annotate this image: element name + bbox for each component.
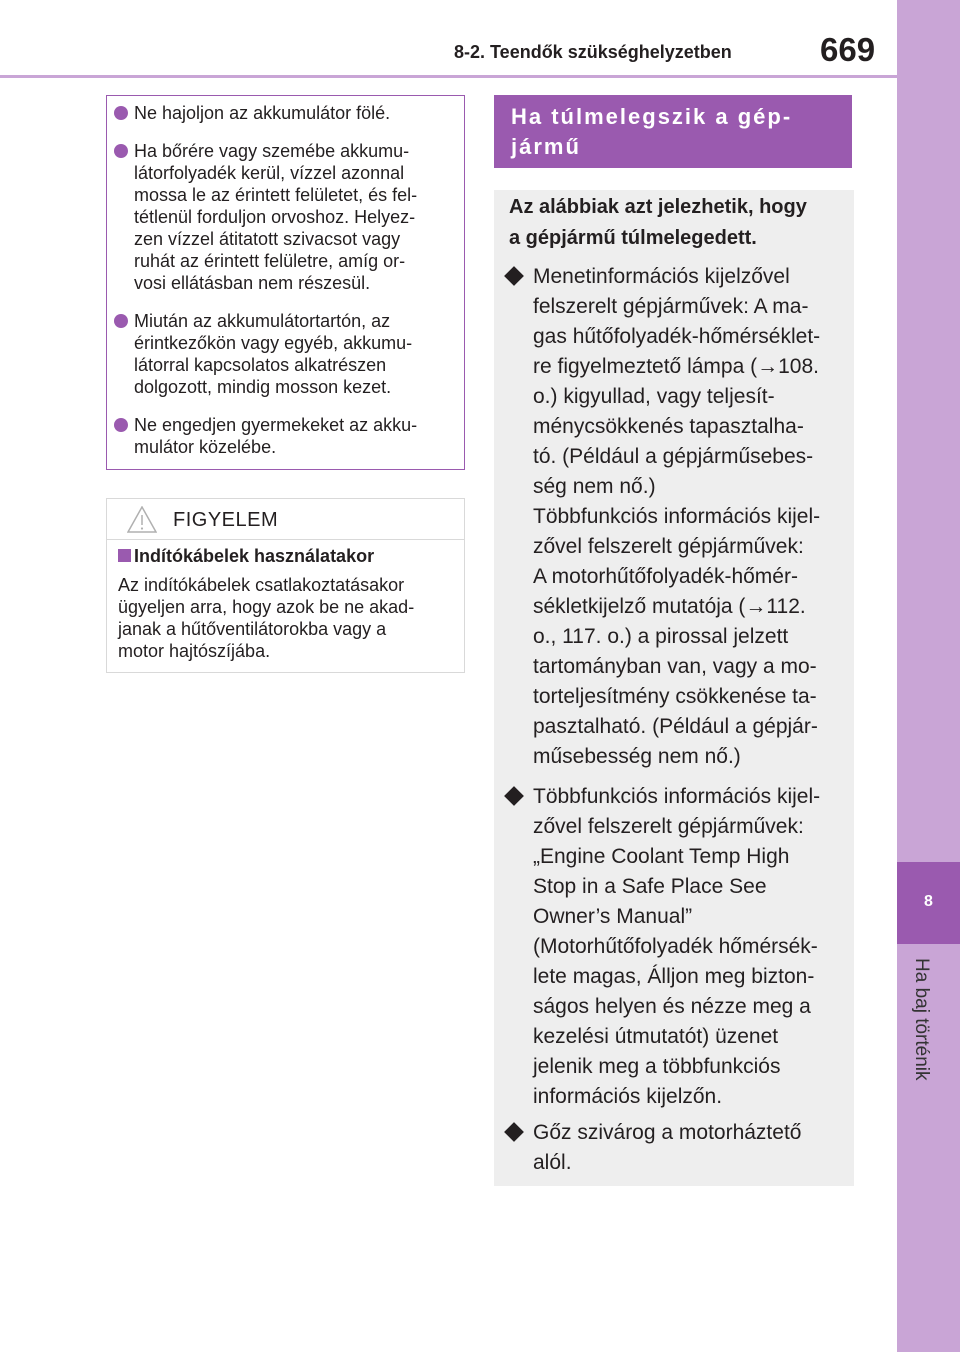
warning-header	[107, 499, 464, 540]
bullet-line: zen vízzel átitatott szivacsot vagy	[134, 229, 401, 249]
bullet-line: mossa le az érintett felületet, és fel-	[134, 185, 418, 205]
caution-bullet	[134, 310, 412, 398]
bullet-line: Miután az akkumulátortartón, az	[134, 311, 391, 331]
intro-line: a gépjármű túlmelegedett.	[509, 227, 757, 249]
warning-subheading	[118, 546, 374, 567]
bullet-dot-icon	[114, 106, 128, 120]
bullet-line: dolgozott, mindig mosson kezet.	[134, 377, 392, 397]
warning-label: FIGYELEM	[173, 509, 279, 531]
bullet-line: Ne engedjen gyermekeket az akku-	[134, 415, 418, 435]
item-line: Menetinformációs kijelzővel	[533, 265, 790, 288]
bullet-line: látorfolyadék kerül, vízzel azonnal	[134, 163, 405, 183]
warning-line: motor hajtószíjába.	[118, 641, 271, 661]
bullet-dot-icon	[114, 144, 128, 158]
symptom-item	[533, 262, 820, 772]
panel-intro	[509, 192, 807, 254]
header-rule	[0, 75, 897, 78]
banner-title	[511, 102, 792, 162]
square-bullet-icon	[118, 549, 131, 562]
item-line: ménycsökkenés tapasztalha-	[533, 415, 804, 438]
item-line: o., 117. o.) a pirossal jelzett	[533, 625, 789, 648]
warning-box	[106, 498, 465, 673]
caution-bullet	[134, 140, 417, 294]
item-line: jelenik meg a többfunkciós	[533, 1055, 781, 1078]
warning-subheading-text: Indítókábelek használatakor	[134, 546, 375, 566]
item-line: tó. (Például a gépjárműsebes-	[533, 445, 814, 468]
item-line: Owner’s Manual”	[533, 905, 693, 928]
bullet-line: ruhát az érintett felületre, amíg or-	[134, 251, 406, 271]
diamond-bullet-icon	[504, 1122, 524, 1142]
overheating-banner	[494, 95, 852, 168]
bullet-line: látorral kapcsolatos alkatrészen	[134, 355, 387, 375]
bullet-line: mulátor közelébe.	[134, 437, 277, 457]
item-line: információs kijelzőn.	[533, 1085, 723, 1108]
item-line: zővel felszerelt gépjárművek:	[533, 535, 804, 558]
symptom-item	[533, 1118, 801, 1178]
item-line: (Motorhűtőfolyadék hőmérsék-	[533, 935, 818, 958]
chapter-side-tab	[897, 0, 960, 1352]
section-title: 8-2. Teendők szükséghelyzetben	[454, 42, 732, 62]
item-line: tartományban van, vagy a mo-	[533, 655, 817, 678]
item-line: ságos helyen és nézze meg a	[533, 995, 811, 1018]
item-line: felszerelt gépjárművek: A ma-	[533, 295, 809, 318]
item-line: Stop in a Safe Place See	[533, 875, 767, 898]
intro-line: Az alábbiak azt jelezhetik, hogy	[509, 196, 807, 218]
warning-line: ügyeljen arra, hogy azok be ne akad-	[118, 597, 415, 617]
warning-triangle-icon	[127, 506, 157, 533]
symptom-item	[533, 782, 820, 1112]
item-line: alól.	[533, 1151, 572, 1174]
chapter-number-box	[897, 862, 960, 944]
bullet-dot-icon	[114, 418, 128, 432]
item-line: A motorhűtőfolyadék-hőmér-	[533, 565, 798, 588]
bullet-line: vosi ellátásban nem részesül.	[134, 273, 371, 293]
banner-line: Ha túlmelegszik a gép-	[511, 104, 793, 129]
chapter-number: 8	[924, 893, 933, 910]
item-line: lete magas, Álljon meg bizton-	[533, 965, 815, 988]
diamond-bullet-icon	[504, 266, 524, 286]
item-line: pasztalható. (Például a gépjár-	[533, 715, 818, 738]
banner-line: jármű	[511, 134, 581, 159]
chapter-title: Ha baj történik	[911, 958, 932, 1081]
item-line: gas hűtőfolyadék-hőmérséklet-	[533, 325, 821, 348]
item-line: műsebesség nem nő.)	[533, 745, 741, 768]
bullet-line: érintkezőkön vagy egyéb, akkumu-	[134, 333, 413, 353]
caution-bullet	[134, 102, 390, 124]
warning-line: janak a hűtőventilátorokba vagy a	[118, 619, 387, 639]
battery-caution-box	[106, 95, 465, 470]
item-line: sékletkijelző mutatója (→112.	[533, 595, 806, 618]
item-line: Többfunkciós információs kijel-	[533, 785, 821, 808]
item-line: o.) kigyullad, vagy teljesít-	[533, 385, 775, 408]
warning-line: Az indítókábelek csatlakoztatásakor	[118, 575, 405, 595]
bullet-line: Ha bőrére vagy szemébe akkumu-	[134, 141, 410, 161]
item-line: torteljesítmény csökkenése ta-	[533, 685, 817, 708]
item-line: ség nem nő.)	[533, 475, 656, 498]
warning-body	[118, 574, 414, 662]
item-line: „Engine Coolant Temp High	[533, 845, 790, 868]
item-line: kezelési útmutatót) üzenet	[533, 1025, 779, 1048]
bullet-line: tétlenül forduljon orvoshoz. Helyez-	[134, 207, 416, 227]
page-number: 669	[820, 31, 876, 68]
diamond-bullet-icon	[504, 786, 524, 806]
bullet-line: Ne hajoljon az akkumulátor fölé.	[134, 103, 391, 123]
symptoms-panel	[494, 190, 854, 1186]
bullet-dot-icon	[114, 314, 128, 328]
item-line: zővel felszerelt gépjárművek:	[533, 815, 804, 838]
item-line: re figyelmeztető lámpa (→108.	[533, 355, 819, 378]
item-line: Többfunkciós információs kijel-	[533, 505, 821, 528]
caution-bullet	[134, 414, 417, 458]
item-line: Gőz szivárog a motorháztető	[533, 1121, 802, 1144]
